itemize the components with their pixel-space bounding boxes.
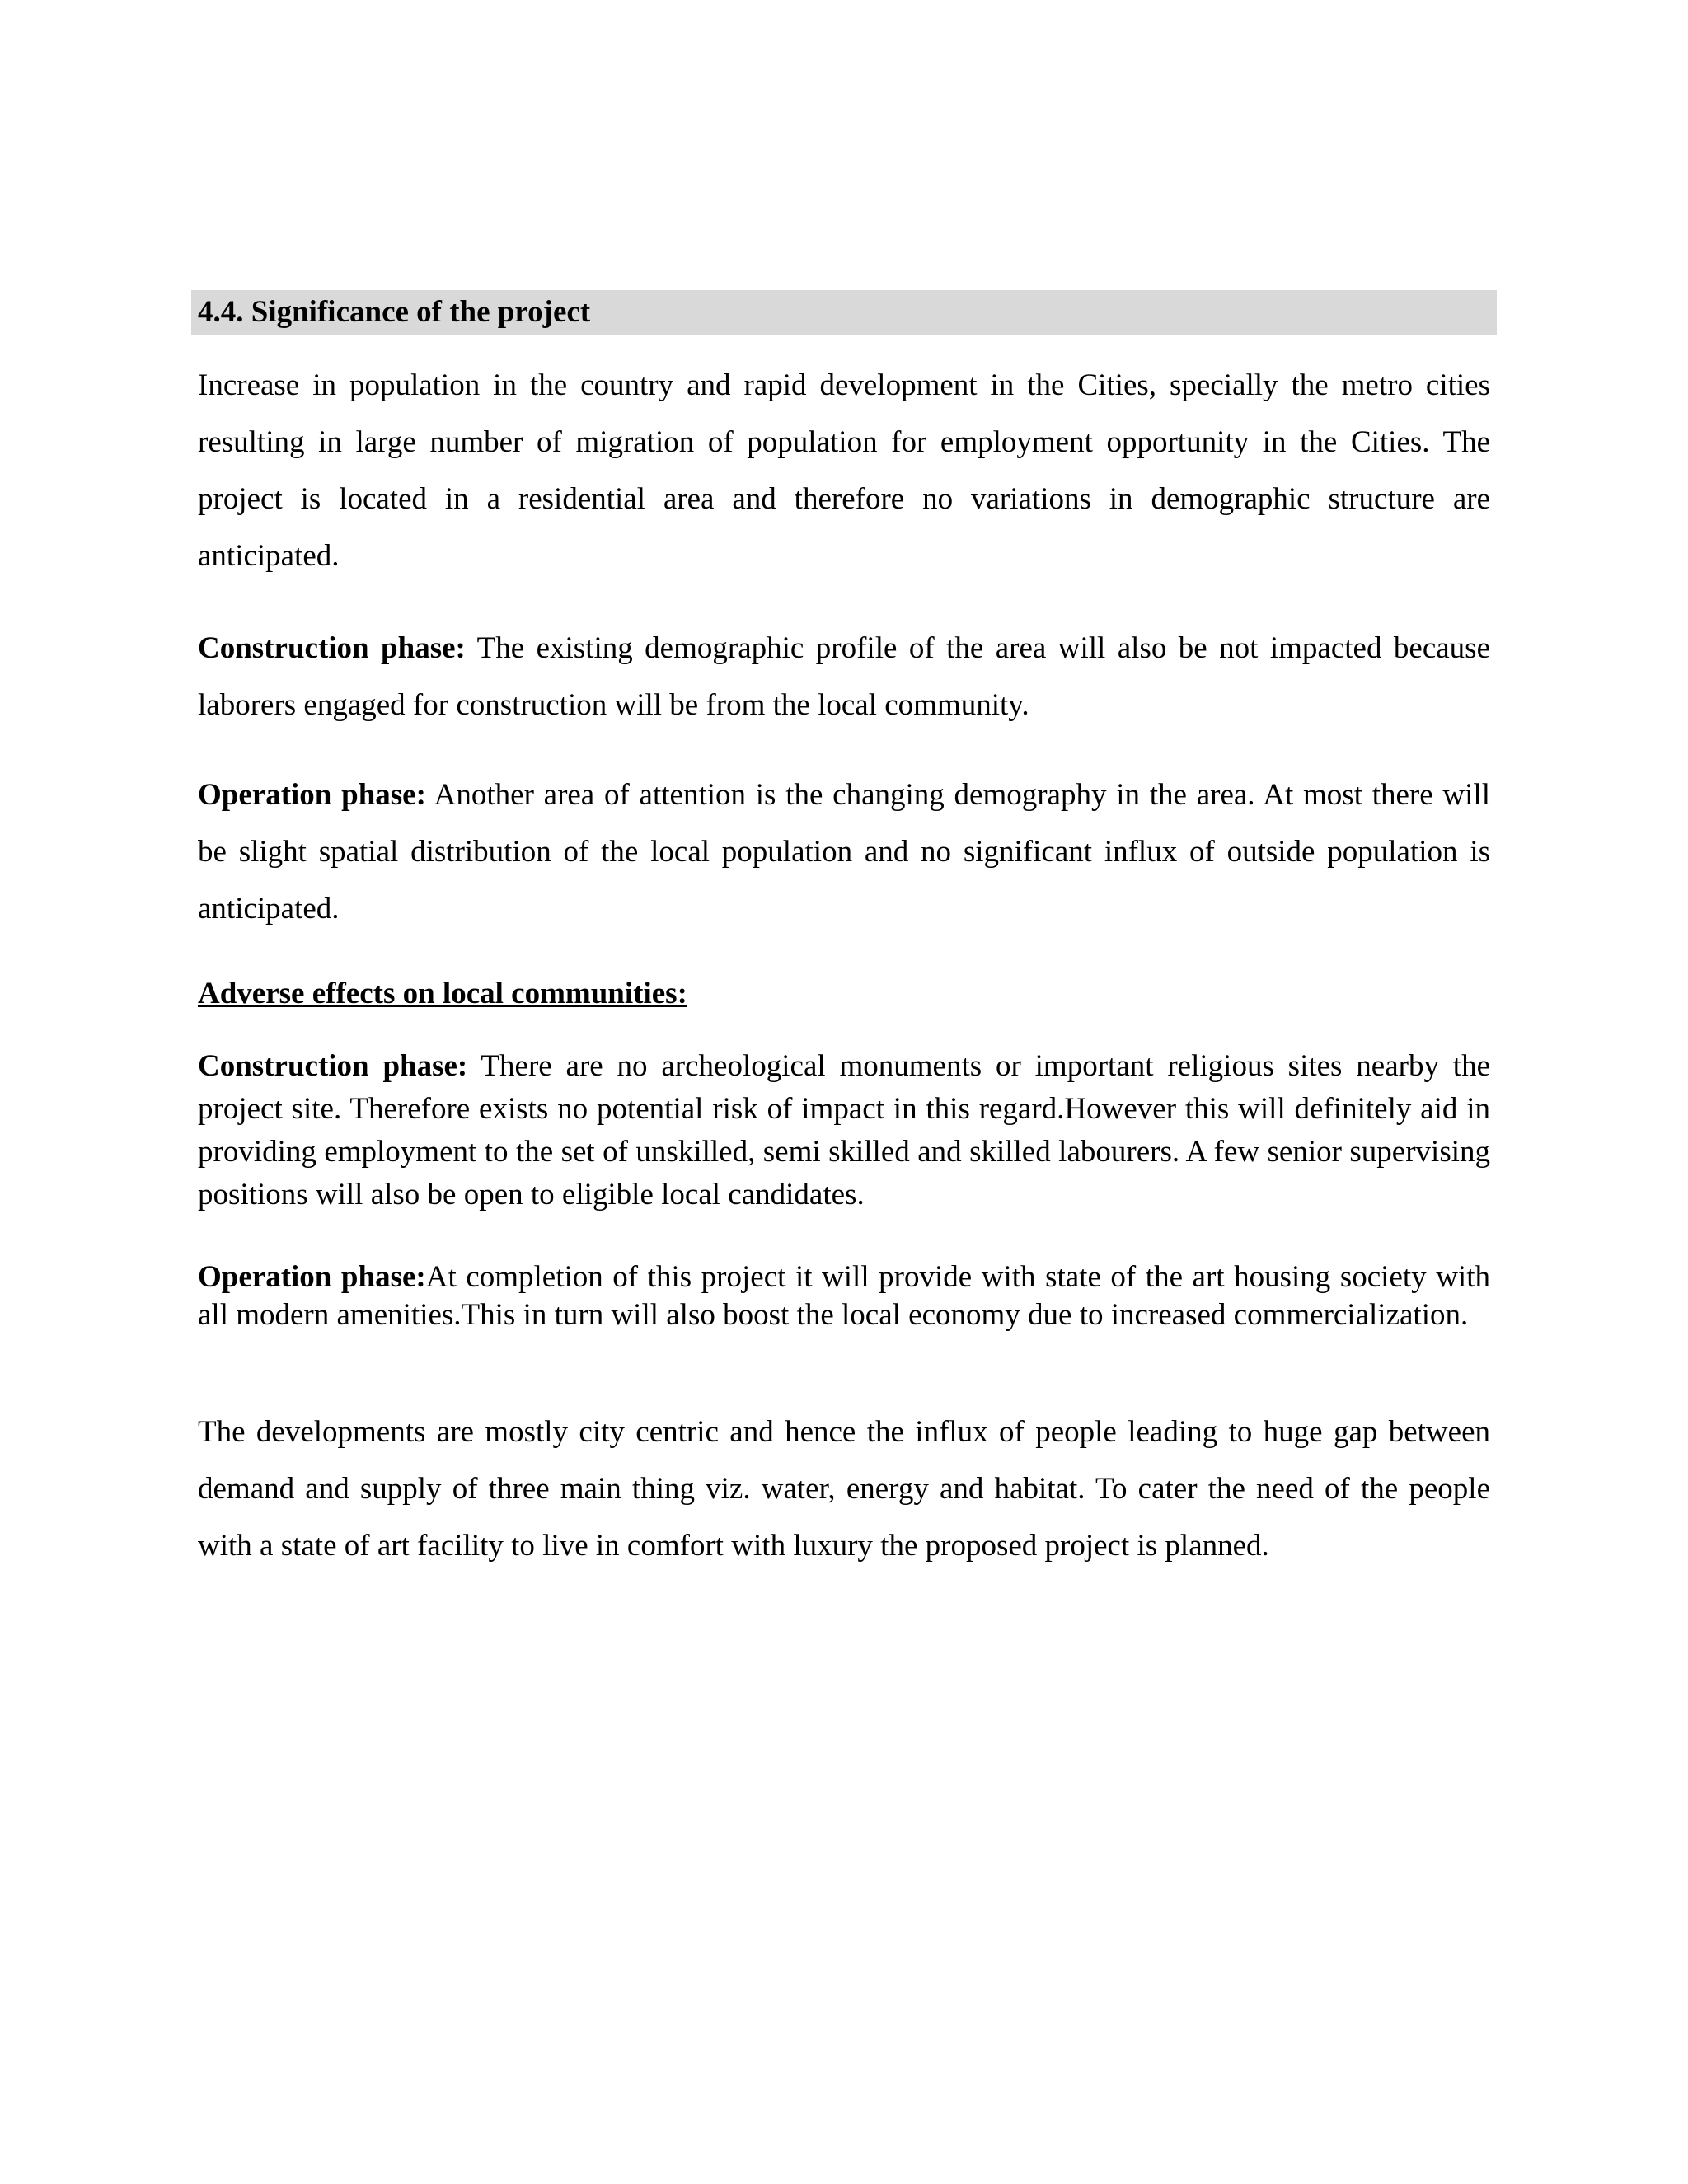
adverse-operation-text: At completion of this project it will provide with state of the art housing society with all modern amenities.This in turn will also boost the local economy due to increased commercialization. (198, 1260, 1490, 1332)
construction-phase-label: Construction phase: (198, 631, 466, 665)
operation-phase-paragraph (198, 766, 1490, 937)
adverse-construction-text: There are no archeological monuments or important religious sites nearby the project site. Therefore exists no potential risk of impact in this regard.However this will definitely aid in providing employment to the set of unskilled, semi skilled and skilled labourers. A few senior supervising positions will also be open to eligible local candidates. (198, 1049, 1491, 1212)
adverse-operation-paragraph (198, 1258, 1490, 1334)
construction-phase-text: The existing demographic profile of the area will also be not impacted because laborers engaged for construction will be from the local community. (198, 631, 1490, 722)
adverse-construction-paragraph (198, 1045, 1490, 1216)
construction-phase-paragraph (198, 620, 1490, 733)
section-heading: 4.4. Significance of the project (198, 295, 591, 329)
adverse-effects-heading: Adverse effects on local communities: (198, 977, 687, 1010)
intro-paragraph: Increase in population in the country and rapid development in the Cities, specially the metro cities resulting in large number of migration of population for employment opportunity in the Cities. The project is located in a residential area and therefore no variations in demographic structure are anticipated. (198, 368, 1490, 573)
section-heading-bar (191, 290, 1497, 335)
conclusion-paragraph: The developments are mostly city centric and hence the influx of people leading to huge gap between demand and supply of three main thing viz. water, energy and habitat. To cater the need of the people with a state of art facility to live in comfort with luxury the proposed project is planned. (198, 1415, 1490, 1563)
operation-phase-label: Operation phase: (198, 778, 426, 812)
adverse-construction-label: Construction phase: (198, 1049, 468, 1083)
adverse-operation-label: Operation phase: (198, 1260, 426, 1294)
operation-phase-text: Another area of attention is the changing demography in the area. At most there will be slight spatial distribution of the local population and no significant influx of outside population is anticipated. (198, 778, 1490, 926)
